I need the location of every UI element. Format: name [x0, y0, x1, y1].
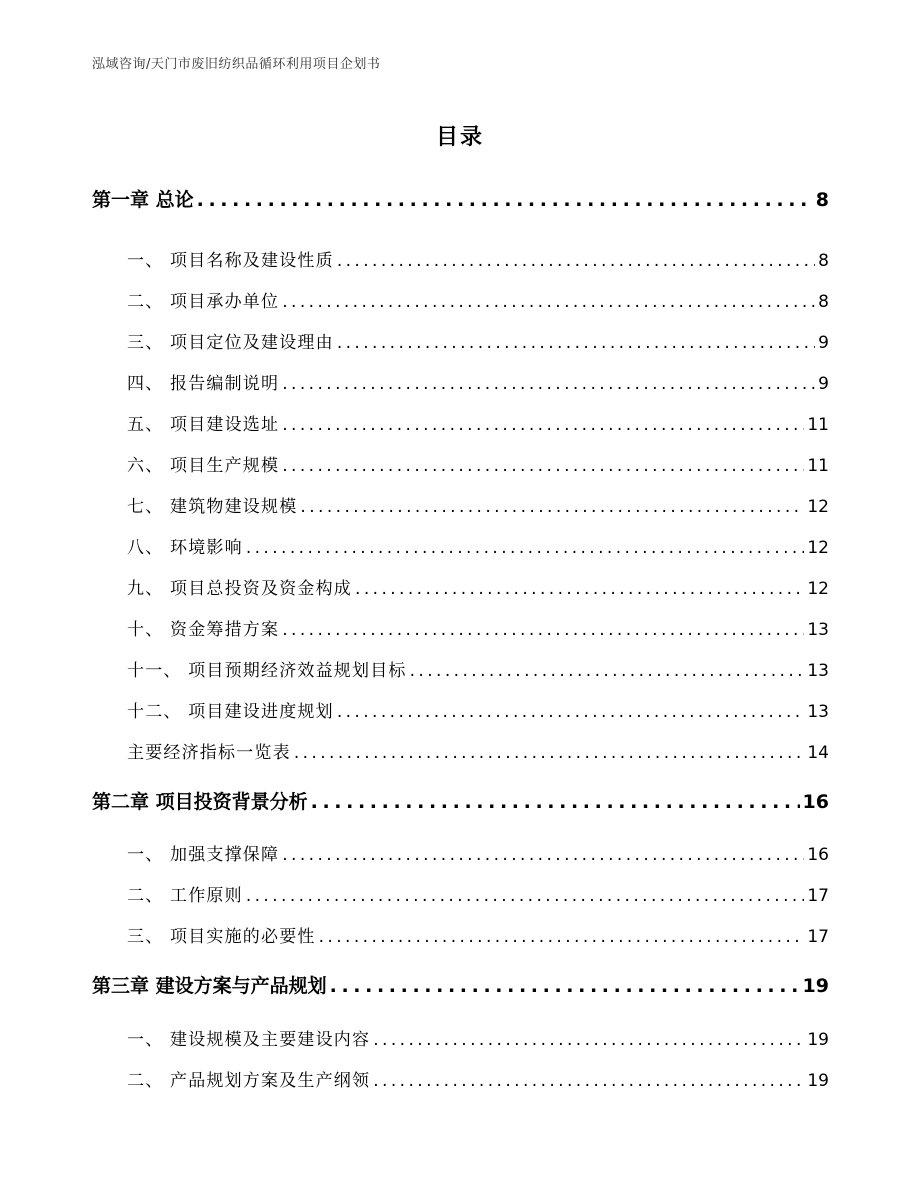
dot-leader	[282, 620, 804, 640]
dot-leader	[337, 333, 815, 353]
toc-entry[interactable]	[127, 246, 829, 271]
dot-leader	[246, 886, 805, 906]
toc-entry[interactable]	[127, 1025, 829, 1050]
dot-leader	[294, 743, 805, 763]
toc-entry-label: 八、 环境影响	[127, 538, 243, 558]
toc-entry-page: 13	[807, 661, 829, 681]
dot-leader	[373, 1030, 804, 1050]
toc-entry-page: 8	[818, 251, 829, 271]
toc-entry-label: 九、 项目总投资及资金构成	[127, 579, 353, 599]
dot-leader	[197, 189, 813, 211]
toc-entry-label: 二、 产品规划方案及生产纲领	[127, 1071, 371, 1091]
toc-entry-page: 17	[807, 886, 829, 906]
toc-entry-page: 19	[807, 1030, 829, 1050]
toc-entry-page: 17	[807, 927, 829, 947]
toc-entry-page: 14	[807, 743, 829, 763]
toc-entry-label: 二、 工作原则	[127, 886, 243, 906]
dot-leader	[300, 497, 804, 517]
toc-entry-label: 十二、 项目建设进度规划	[127, 702, 334, 722]
dot-leader	[373, 1071, 804, 1091]
toc-entry-page: 12	[807, 538, 829, 558]
toc-entry-label: 五、 项目建设选址	[127, 415, 280, 435]
toc-entry-page: 8	[818, 292, 829, 312]
toc-entry-page: 9	[818, 374, 829, 394]
toc-entry-label: 第三章 建设方案与产品规划	[92, 975, 327, 997]
dot-leader	[337, 251, 815, 271]
toc-entry[interactable]	[127, 287, 829, 312]
dot-leader	[330, 975, 800, 997]
toc-entry-page: 12	[807, 497, 829, 517]
dot-leader	[319, 927, 805, 947]
toc-entry-page: 16	[807, 845, 829, 865]
toc-entry[interactable]	[127, 492, 829, 517]
toc-entry-page: 11	[807, 415, 829, 435]
toc-entry-label: 主要经济指标一览表	[127, 743, 291, 763]
toc-entry[interactable]	[127, 533, 829, 558]
dot-leader	[282, 845, 804, 865]
toc-entry-label: 十一、 项目预期经济效益规划目标	[127, 661, 407, 681]
toc-entry-page: 19	[807, 1071, 829, 1091]
toc-entry[interactable]	[127, 574, 829, 599]
toc-entry-label: 三、 项目定位及建设理由	[127, 333, 334, 353]
toc-entry-chapter-1[interactable]	[92, 185, 829, 212]
toc-entry[interactable]	[127, 615, 829, 640]
toc-entry[interactable]	[127, 881, 829, 906]
toc-entry[interactable]	[127, 840, 829, 865]
toc-entry-page: 12	[807, 579, 829, 599]
toc-entry-chapter-2[interactable]	[92, 787, 829, 814]
toc-entry[interactable]	[127, 738, 829, 763]
toc-entry-label: 一、 加强支撑保障	[127, 845, 280, 865]
dot-leader	[282, 456, 804, 476]
dot-leader	[355, 579, 804, 599]
toc-entry-label: 二、 项目承办单位	[127, 292, 280, 312]
toc-entry-label: 十、 资金筹措方案	[127, 620, 280, 640]
running-header: 泓域咨询/天门市废旧纺织品循环利用项目企划书	[92, 57, 381, 72]
dot-leader	[337, 702, 805, 722]
toc-entry-chapter-3[interactable]	[92, 971, 829, 998]
toc-entry-label: 一、 项目名称及建设性质	[127, 251, 334, 271]
toc-entry-label: 第二章 项目投资背景分析	[92, 791, 308, 813]
toc-entry-page: 11	[807, 456, 829, 476]
dot-leader	[410, 661, 805, 681]
toc-entry-page: 13	[807, 620, 829, 640]
toc-entry-page: 13	[807, 702, 829, 722]
toc-entry-page: 9	[818, 333, 829, 353]
toc-entry-page: 19	[802, 975, 829, 997]
dot-leader	[246, 538, 805, 558]
page-title: 目录	[435, 125, 484, 150]
toc-entry-page: 16	[802, 791, 829, 813]
toc-entry[interactable]	[127, 410, 829, 435]
toc-entry-label: 六、 项目生产规模	[127, 456, 280, 476]
toc-entry[interactable]	[127, 697, 829, 722]
dot-leader	[311, 791, 800, 813]
toc-entry-page: 8	[815, 189, 829, 211]
toc-entry[interactable]	[127, 922, 829, 947]
toc-entry-label: 一、 建设规模及主要建设内容	[127, 1030, 371, 1050]
dot-leader	[282, 415, 804, 435]
toc-entry[interactable]	[127, 369, 829, 394]
dot-leader	[282, 374, 815, 394]
toc-entry[interactable]	[127, 1066, 829, 1091]
dot-leader	[282, 292, 815, 312]
toc-entry[interactable]	[127, 656, 829, 681]
toc-entry-label: 四、 报告编制说明	[127, 374, 280, 394]
toc-entry-label: 第一章 总论	[92, 189, 194, 211]
toc-entry-label: 三、 项目实施的必要性	[127, 927, 316, 947]
toc-entry-label: 七、 建筑物建设规模	[127, 497, 298, 517]
toc-entry[interactable]	[127, 328, 829, 353]
toc-entry[interactable]	[127, 451, 829, 476]
